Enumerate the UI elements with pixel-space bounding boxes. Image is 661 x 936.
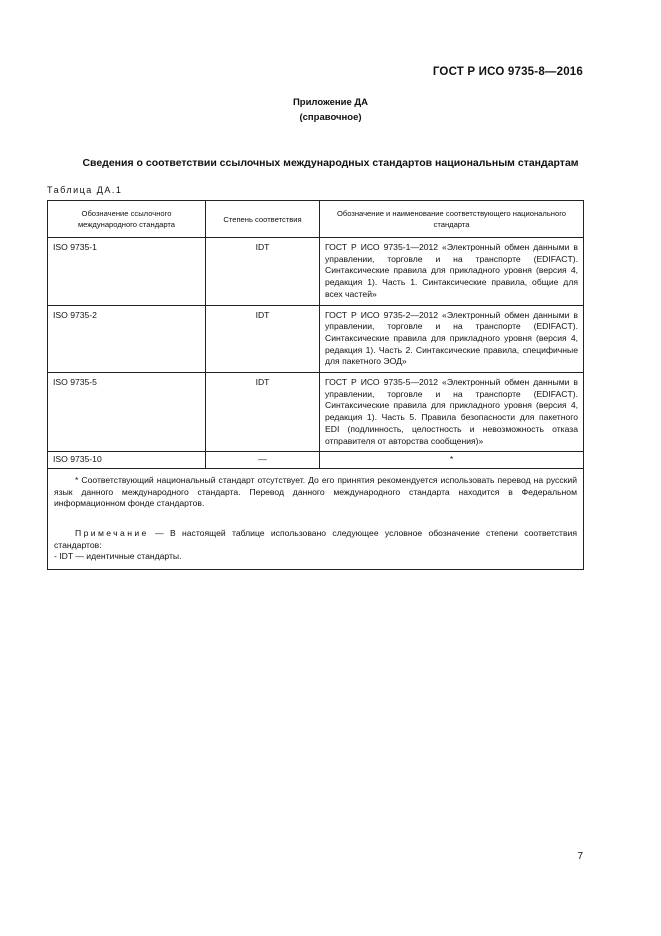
international-standard-code: ISO 9735-2: [48, 305, 206, 373]
footnote: * Соответствующий национальный стандарт отсутствует. До его принятия рекомендуется использовать перевод на русский язык данного международного стандарта. Перевод данного международного стандарта находится в Федеральном информационном фонде стандартов.: [54, 474, 577, 509]
correspondence-degree: IDT: [206, 305, 320, 373]
national-standard: *: [320, 452, 584, 469]
note-text: — В настоящей таблице использовано следующее условное обозначение степени соответствия стандартов:: [54, 528, 577, 550]
appendix-heading: [0, 95, 661, 125]
table-row: [48, 452, 584, 469]
column-header-national: Обозначение и наименование соответствующего национального стандарта: [320, 201, 584, 238]
national-standard: ГОСТ Р ИСО 9735-1—2012 «Электронный обмен данными в управлении, торговле и на транспорте (EDIFACT). Синтаксические правила для прикладного уровня (версия 4, редакция 1). Часть 1. Синтаксические правила, общие для всех частей»: [320, 238, 584, 306]
column-header-degree: Степень соответствия: [206, 201, 320, 238]
table-row: [48, 238, 584, 306]
table-notes-row: [48, 468, 584, 569]
note-lead: Примечание: [75, 528, 149, 539]
international-standard-code: ISO 9735-10: [48, 452, 206, 469]
appendix-subtitle: (справочное): [299, 112, 362, 123]
correspondence-table: [47, 200, 584, 570]
international-standard-code: ISO 9735-1: [48, 238, 206, 306]
section-title: Сведения о соответствии ссылочных международных стандартов национальным стандартам: [82, 157, 579, 169]
appendix-title: Приложение ДА: [292, 97, 369, 108]
correspondence-degree: IDT: [206, 238, 320, 306]
table-row: [48, 373, 584, 452]
page-number: 7: [577, 851, 583, 862]
note: [54, 528, 577, 551]
correspondence-degree: —: [206, 452, 320, 469]
table-caption: Таблица ДА.1: [47, 185, 123, 195]
correspondence-degree: IDT: [206, 373, 320, 452]
column-header-international: Обозначение ссылочного международного стандарта: [48, 201, 206, 238]
international-standard-code: ISO 9735-5: [48, 373, 206, 452]
table-notes: [48, 468, 584, 569]
national-standard: ГОСТ Р ИСО 9735-2—2012 «Электронный обмен данными в управлении, торговле и на транспорте (EDIFACT). Синтаксические правила для прикладного уровня (версия 4, редакция 1). Часть 2. Синтаксические правила, специфичные для пакетного ЭОД»: [320, 305, 584, 373]
national-standard: ГОСТ Р ИСО 9735-5—2012 «Электронный обмен данными в управлении, торговле и на транспорте (EDIFACT). Синтаксические правила для прикладного уровня (версия 4, редакция 1). Часть 5. Правила безопасности для пакетного EDI (подлинность, целостность и невозможность отказа отправителя от авторства сообщения)»: [320, 373, 584, 452]
document-code: ГОСТ Р ИСО 9735-8—2016: [432, 66, 583, 78]
note-item: - IDT — идентичные стандарты.: [54, 551, 182, 562]
table-row: [48, 305, 584, 373]
table-header-row: [48, 201, 584, 238]
